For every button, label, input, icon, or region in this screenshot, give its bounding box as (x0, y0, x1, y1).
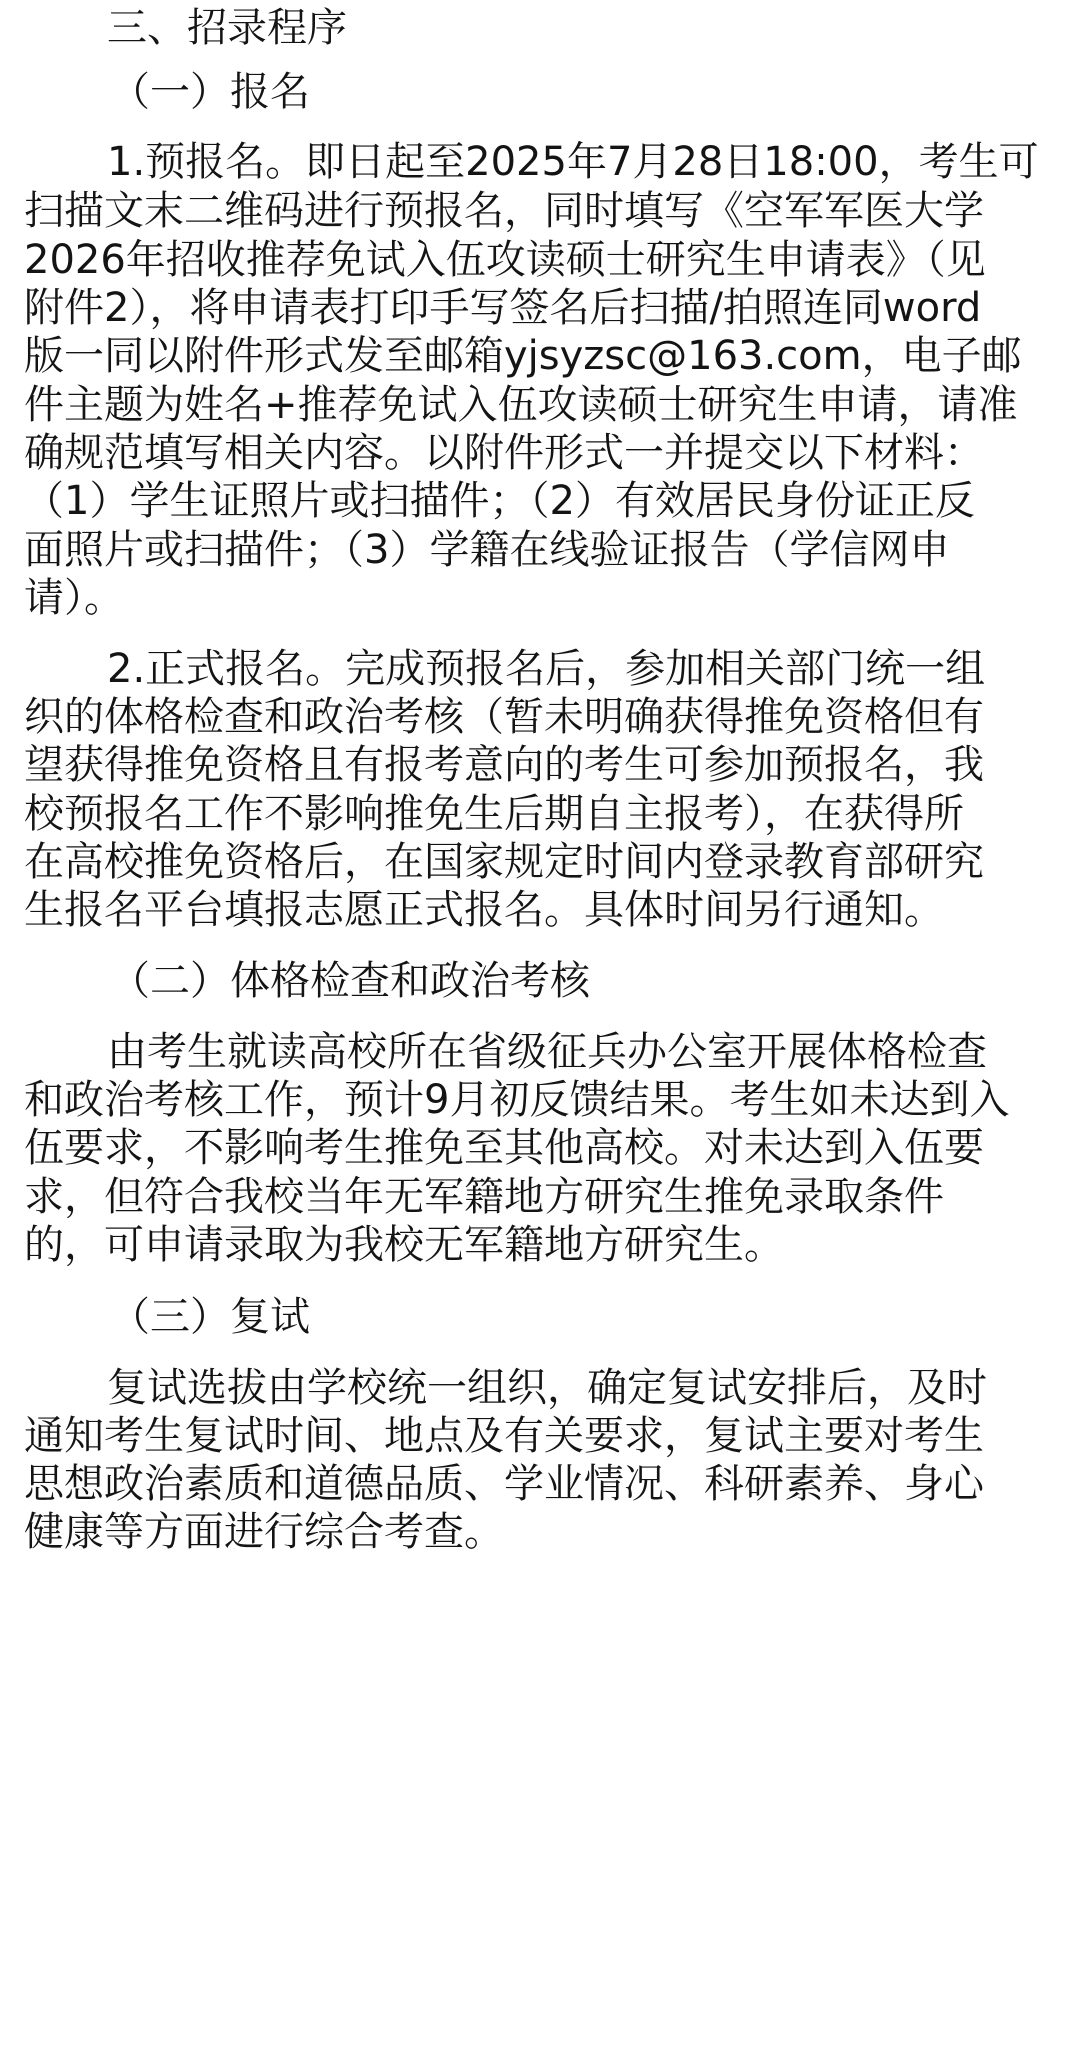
paragraph-line: 2.正式报名。完成预报名后，参加相关部门统一组 (107, 646, 986, 692)
subsection-heading-registration: （一）报名 (110, 69, 310, 115)
paragraph-line: 在高校推免资格后，在国家规定时间内登录教育部研究 (24, 839, 984, 885)
paragraph-line: 织的体格检查和政治考核（暂未明确获得推免资格但有 (24, 694, 984, 740)
paragraph-line: 的，可申请录取为我校无军籍地方研究生。 (24, 1222, 784, 1268)
paragraph-line: 2026年招收推荐免试入伍攻读硕士研究生申请表》（见 (24, 237, 986, 283)
subsection-heading-physical-exam: （二）体格检查和政治考核 (110, 958, 590, 1004)
subsection-heading-reexam: （三）复试 (110, 1294, 310, 1340)
paragraph-line: （1）学生证照片或扫描件；（2）有效居民身份证正反 (24, 478, 975, 524)
paragraph-line: 生报名平台填报志愿正式报名。具体时间另行通知。 (24, 887, 944, 933)
paragraph-line: 确规范填写相关内容。以附件形式一并提交以下材料： (24, 430, 984, 476)
paragraph-line: 请）。 (24, 575, 124, 621)
paragraph-line: 版一同以附件形式发至邮箱yjsyzsc@163.com，电子邮 (24, 333, 1022, 379)
paragraph-line: 1.预报名。即日起至2025年7月28日18:00，考生可 (107, 139, 1039, 185)
paragraph-line: 望获得推免资格且有报考意向的考生可参加预报名，我 (24, 742, 984, 788)
paragraph-line: 件主题为姓名+推荐免试入伍攻读硕士研究生申请，请准 (24, 382, 1018, 428)
paragraph-line: 附件2），将申请表打印手写签名后扫描/拍照连同word (24, 285, 982, 331)
paragraph-line: 扫描文末二维码进行预报名，同时填写《空军军医大学 (24, 188, 984, 234)
paragraph-line: 面照片或扫描件；（3）学籍在线验证报告（学信网申 (24, 527, 950, 573)
paragraph-line: 求，但符合我校当年无军籍地方研究生推免录取条件 (24, 1174, 944, 1220)
paragraph-line: 思想政治素质和道德品质、学业情况、科研素养、身心 (24, 1461, 984, 1507)
paragraph-line: 校预报名工作不影响推免生后期自主报考），在获得所 (24, 791, 964, 837)
paragraph-line: 伍要求，不影响考生推免至其他高校。对未达到入伍要 (24, 1125, 984, 1171)
paragraph-line: 和政治考核工作，预计9月初反馈结果。考生如未达到入 (24, 1077, 1010, 1123)
paragraph-line: 由考生就读高校所在省级征兵办公室开展体格检查 (107, 1029, 987, 1075)
paragraph-line: 通知考生复试时间、地点及有关要求，复试主要对考生 (24, 1413, 984, 1459)
section-title: 三、招录程序 (107, 5, 347, 51)
paragraph-line: 健康等方面进行综合考查。 (24, 1509, 504, 1555)
paragraph-line: 复试选拔由学校统一组织，确定复试安排后，及时 (107, 1365, 987, 1411)
